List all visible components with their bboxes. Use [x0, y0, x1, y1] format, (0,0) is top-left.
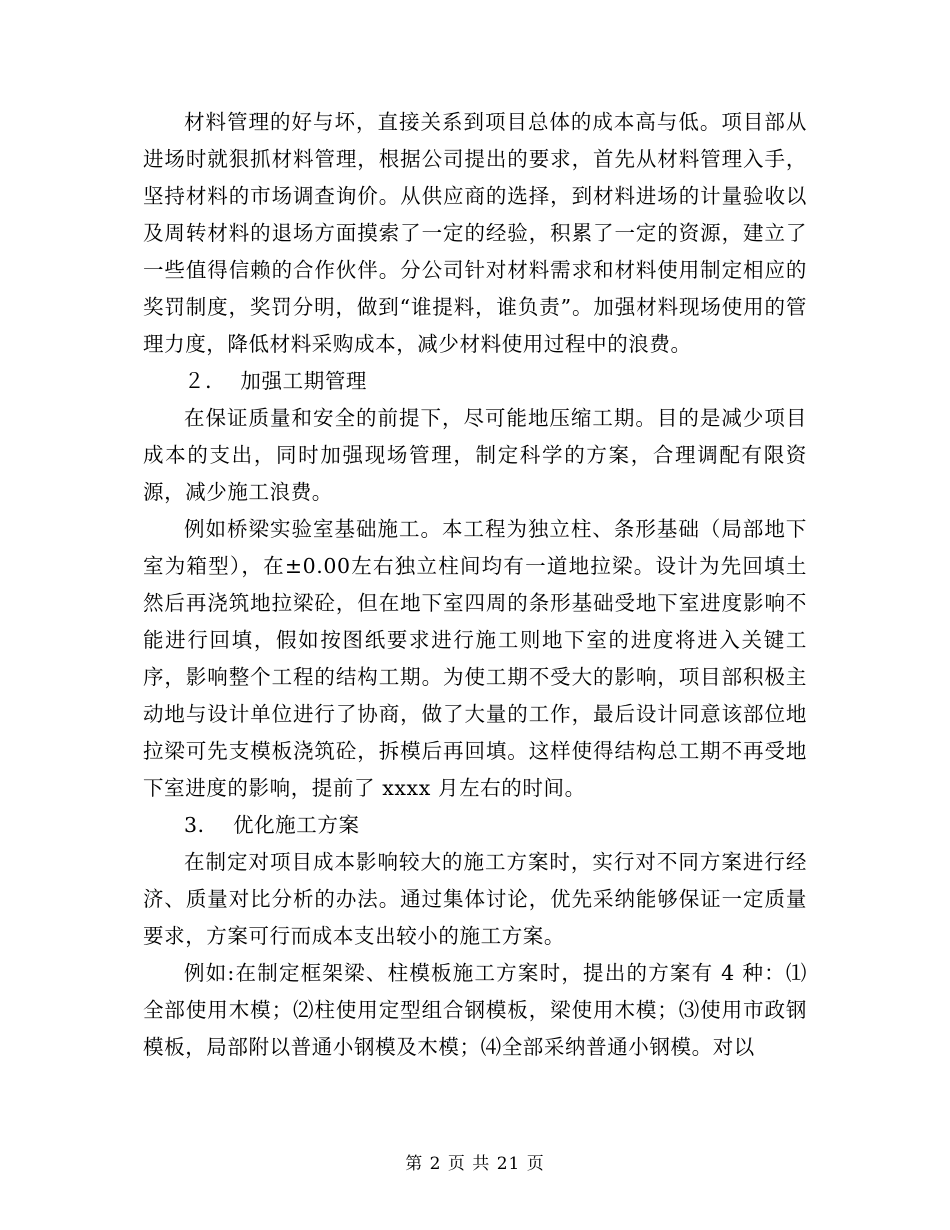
paragraph-bridge-lab-example: 例如桥梁实验室基础施工。本工程为独立柱、条形基础（局部地下室为箱型），在±0.00左右独立柱间均有一道地拉梁。设计为先回填土然后再浇筑地拉梁砼，但在地下室四周的条形基础受地下室进度影响不能进行回填，假如按图纸要求进行施工则地下室的进度将进入关键工序，影响整个工程的结构工期。为使工期不受大的影响，项目部积极主动地与设计单位进行了协商，做了大量的工作，最后设计同意该部位地拉梁可先支模板浇筑砼，拆模后再回填。这样使得结构总工期不再受地下室进度的影响，提前了 xxxx 月左右的时间。 [143, 517, 807, 800]
document-body [143, 104, 807, 1066]
paragraph-formwork-example: 例如:在制定框架梁、柱模板施工方案时，提出的方案有 4 种：⑴全部使用木模；⑵柱使用定型组合钢模板，梁使用木模；⑶使用市政钢模板，局部附以普通小钢模及木模；⑷全部采纳普通小钢模。对以 [143, 961, 807, 1059]
paragraph-schedule-intro: 在保证质量和安全的前提下，尽可能地压缩工期。目的是减少项目成本的支出，同时加强现场管理，制定科学的方案，合理调配有限资源，减少施工浪费。 [143, 406, 807, 504]
paragraph-plan-comparison: 在制定对项目成本影响较大的施工方案时，实行对不同方案进行经济、质量对比分析的办法。通过集体讨论，优先采纳能够保证一定质量要求，方案可行而成本支出较小的施工方案。 [143, 850, 807, 948]
page-number-footer: 第 2 页 共 21 页 [405, 1154, 545, 1174]
heading-schedule-management: ２． 加强工期管理 [184, 369, 368, 393]
paragraph-material-management: 材料管理的好与坏，直接关系到项目总体的成本高与低。项目部从进场时就狠抓材料管理，根据公司提出的要求，首先从材料管理入手，坚持材料的市场调查询价。从供应商的选择，到材料进场的计量验收以及周转材料的退场方面摸索了一定的经验，积累了一定的资源，建立了一些值得信赖的合作伙伴。分公司针对材料需求和材料使用制定相应的奖罚制度，奖罚分明，做到“谁提料，谁负责”。加强材料现场使用的管理力度，降低材料采购成本，减少材料使用过程中的浪费。 [143, 110, 807, 356]
heading-optimize-construction-plan: 3． 优化施工方案 [184, 813, 360, 837]
